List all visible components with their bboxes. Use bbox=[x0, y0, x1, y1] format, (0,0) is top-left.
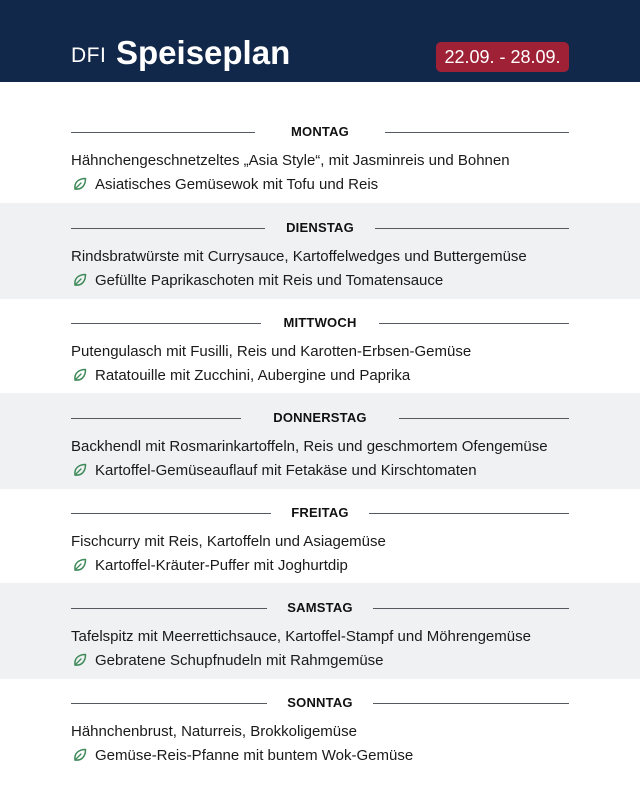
day-heading bbox=[71, 694, 569, 712]
day-section-thursday bbox=[0, 393, 640, 489]
day-heading bbox=[71, 504, 569, 522]
leaf-icon bbox=[73, 653, 87, 667]
vegetarian-dish-text: Gemüse-Reis-Pfanne mit buntem Wok-Gemüse bbox=[95, 747, 414, 764]
day-section-sunday bbox=[0, 678, 640, 774]
day-name: MONTAG bbox=[290, 124, 349, 139]
day-name: MITTWOCH bbox=[283, 315, 357, 330]
main-dish: Hähnchenbrust, Naturreis, Brokkoligemüse bbox=[71, 723, 357, 740]
vegetarian-dish-text: Kartoffel-Kräuter-Puffer mit Joghurtdip bbox=[95, 557, 348, 574]
day-heading bbox=[71, 314, 569, 332]
leaf-icon bbox=[73, 463, 87, 477]
day-name: DIENSTAG bbox=[286, 220, 354, 235]
leaf-icon bbox=[73, 177, 87, 191]
day-section-tuesday bbox=[0, 203, 640, 299]
day-heading bbox=[71, 409, 569, 427]
day-heading bbox=[71, 599, 569, 617]
vegetarian-dish-text: Kartoffel-Gemüseauflauf mit Fetakäse und Kirschtomaten bbox=[95, 462, 477, 479]
vegetarian-dish bbox=[73, 366, 410, 386]
vegetarian-dish bbox=[73, 651, 384, 671]
main-dish: Tafelspitz mit Meerrettichsauce, Kartoffel-Stampf und Möhrengemüse bbox=[71, 628, 531, 645]
main-dish: Rindsbratwürste mit Currysauce, Kartoffelwedges und Buttergemüse bbox=[71, 248, 527, 265]
divider-right bbox=[373, 703, 569, 704]
vegetarian-dish bbox=[73, 461, 477, 481]
day-section-friday bbox=[0, 488, 640, 584]
leaf-icon bbox=[73, 273, 87, 287]
divider-right bbox=[375, 228, 569, 229]
divider-right bbox=[399, 418, 569, 419]
leaf-icon bbox=[73, 748, 87, 762]
leaf-icon bbox=[73, 558, 87, 572]
main-dish: Fischcurry mit Reis, Kartoffeln und Asiagemüse bbox=[71, 533, 386, 550]
vegetarian-dish-text: Gefüllte Paprikaschoten mit Reis und Tomatensauce bbox=[95, 272, 444, 289]
divider-right bbox=[385, 132, 569, 133]
vegetarian-dish bbox=[73, 556, 348, 576]
day-heading bbox=[71, 123, 569, 141]
day-section-monday bbox=[0, 107, 640, 203]
main-dish: Hähnchengeschnetzeltes „Asia Style“, mit Jasminreis und Bohnen bbox=[71, 152, 510, 169]
leaf-icon bbox=[73, 368, 87, 382]
vegetarian-dish-text: Asiatisches Gemüsewok mit Tofu und Reis bbox=[95, 176, 379, 193]
date-range-badge: 22.09. - 28.09. bbox=[436, 42, 569, 72]
vegetarian-dish-text: Ratatouille mit Zucchini, Aubergine und Paprika bbox=[95, 367, 411, 384]
day-section-saturday bbox=[0, 583, 640, 679]
vegetarian-dish bbox=[73, 746, 413, 766]
day-name: FREITAG bbox=[291, 505, 349, 520]
brand-label: DFI bbox=[71, 44, 107, 67]
main-dish: Putengulasch mit Fusilli, Reis und Karotten-Erbsen-Gemüse bbox=[71, 343, 472, 360]
header-bar bbox=[0, 0, 640, 82]
vegetarian-dish bbox=[73, 175, 378, 195]
day-section-wednesday bbox=[0, 298, 640, 394]
divider-right bbox=[369, 513, 569, 514]
day-name: SONNTAG bbox=[287, 695, 353, 710]
main-dish: Backhendl mit Rosmarinkartoffeln, Reis und geschmortem Ofengemüse bbox=[71, 438, 548, 455]
day-heading bbox=[71, 219, 569, 237]
divider-right bbox=[379, 323, 569, 324]
divider-right bbox=[373, 608, 569, 609]
vegetarian-dish-text: Gebratene Schupfnudeln mit Rahmgemüse bbox=[95, 652, 384, 669]
day-name: DONNERSTAG bbox=[273, 410, 367, 425]
page-title: Speiseplan bbox=[116, 34, 291, 71]
day-name: SAMSTAG bbox=[287, 600, 353, 615]
vegetarian-dish bbox=[73, 271, 443, 291]
